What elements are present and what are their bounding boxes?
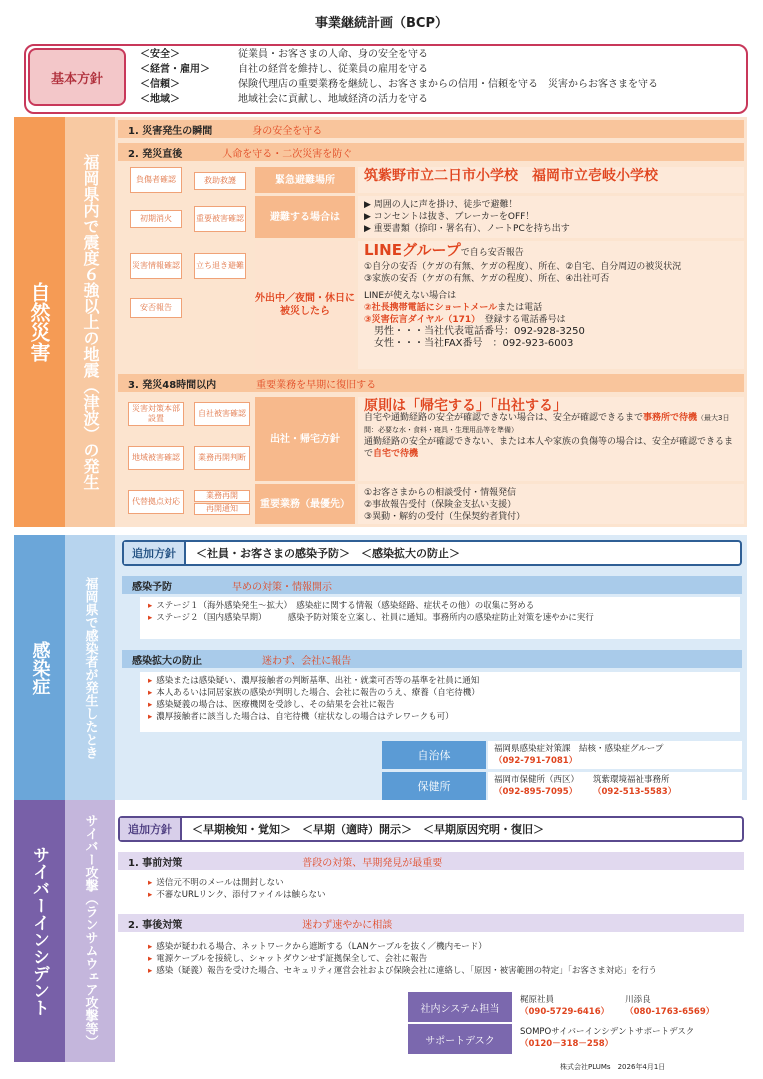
- flow-box: 自社被害確認: [194, 402, 250, 426]
- flow-box: 地域被害確認: [128, 446, 184, 470]
- policy-text: 自社の経営を維持し、従業員の雇用を守る: [238, 64, 428, 75]
- contact-value: SOMPOサイバーインシデントサポートデスク （0120－318－258）: [514, 1024, 742, 1054]
- step1-bar: [118, 120, 744, 138]
- contact-value: 福岡市保健所（西区） （092-895-7095） 筑紫環境福祉事務所 （092-513-5583）: [488, 772, 742, 800]
- step1-label: 1. 災害発生の瞬間: [128, 125, 213, 137]
- office-head: 原則は「帰宅する」「出社する」: [364, 398, 567, 414]
- step3-label: 3. 発災48時間以内: [128, 379, 217, 391]
- infection-condition: 福岡県で感染者が発生したとき: [65, 535, 115, 800]
- flow-box: 重要被害確認: [194, 206, 246, 232]
- contact-label: 保健所: [382, 772, 486, 800]
- cyber-s2-bar: 2. 事後対策 迷わず速やかに相談: [118, 914, 744, 932]
- step3-sub: 重要業務を早期に復旧する: [256, 379, 377, 391]
- prev-list: ▸ ステージ１（海外感染発生～拡大） 感染症に関する情報（感染経路、症状その他）の収集に努める ▸ ステージ２（国内感染早期） 感染予防対策を立案し、社員に通知。事務所内の感染症防止対策を速やかに実行: [140, 597, 740, 639]
- line-head: LINEグループ: [364, 241, 461, 259]
- evac-text: 筑紫野市立二日市小学校 福岡市立壱岐小学校: [364, 168, 658, 184]
- line-tail: で自ら安否報告: [460, 248, 524, 258]
- policy-key: ＜経営・雇用＞: [140, 64, 210, 75]
- cyber-condition: サイバー攻撃（ランサムウェア攻撃等）: [65, 800, 115, 1062]
- cyber-band: サイバーインシデント: [14, 800, 65, 1062]
- cyber-s2-list: ▸ 感染が疑われる場合、ネットワークから遮断する（LANケーブルを抜く／機内モード） ▸ 電源ケーブルを接続し、シャットダウンせず証拠保全して、会社に報告 ▸ 感染（疑義）報告を受けた場合、セキュリティ運営会社および保険会社に連絡し、「原因・被害範囲の特定」「お客さま対応」を行う: [140, 938, 740, 986]
- flow-box: 負傷者確認: [130, 167, 182, 193]
- flow-box: 安否報告: [130, 298, 182, 318]
- flow-box: 救助救護: [194, 172, 246, 190]
- phone2: 女性・・・当社FAX番号 ：092-923-6003: [374, 338, 574, 349]
- alt1-tail: または電話: [497, 303, 543, 313]
- flow-box: 再開通知: [194, 503, 250, 515]
- footer: 株式会社PLUMs 2026年4月1日: [560, 1063, 666, 1071]
- when-label: 避難する場合は: [255, 196, 355, 238]
- office-content: 原則は「帰宅する」「出社する」 自宅や通勤経路の安全が確認できない場合は、安全が確認できるまで事務所で待機（最大3日間：必要な水・食料・寝具・生理用品等を準備） 通勤経路の安全が確認できない、または本人や家族の負傷等の場合は、安全が確認できるまで自宅で待機: [358, 397, 744, 481]
- policy-key: ＜地域＞: [140, 94, 180, 105]
- cyber-s1-bar: 1. 事前対策 普段の対策、早期発見が最重要: [118, 852, 744, 870]
- office-label: 出社・帰宅方針: [255, 397, 355, 481]
- flow-box: 業務再開: [194, 490, 250, 502]
- step2-bar: [118, 143, 744, 161]
- evac-content: [358, 167, 744, 193]
- contact-label: 自治体: [382, 741, 486, 769]
- policy-label: 基本方針: [28, 48, 126, 106]
- spread-bar: 感染拡大の防止 迷わず、会社に報告: [122, 650, 742, 668]
- step2-label: 2. 発災直後: [128, 148, 183, 160]
- flow-box: 立ち退き避難: [194, 253, 246, 279]
- spread-list: ▸ 感染または感染疑い、濃厚接触者の判断基準、出社・就業可否等の基準を社員に通知 ▸ 本人あるいは同居家族の感染が判明した場合、会社に報告のうえ、療養（自宅待機） ▸ 感染疑義の場合は、医療機関を受診し、その結果を会社に報告 ▸ 濃厚接触者に該当した場合は、自宅待機（症状なしの場合はテレワークも可）: [140, 672, 740, 732]
- cyber-add-policy: 追加方針 ＜早期検知・覚知＞ ＜早期（適時）開示＞ ＜早期原因究明・復旧＞: [118, 816, 744, 842]
- natural-condition: 福岡県内で震度６強以上の地震（津波）の発生: [65, 117, 115, 527]
- away-content: [358, 241, 744, 369]
- when-content: [358, 196, 744, 238]
- evac-label: 緊急避難場所: [255, 167, 355, 193]
- biz-content: ①お客さまからの相談受付・情報発信 ②事故報告受付（保険金支払い支援） ③異動・解約の受付（生保契約者貸付）: [358, 484, 744, 524]
- flow-box: 災害対策本部設置: [128, 402, 184, 426]
- line-item: ①自分の安否（ケガの有無、ケガの程度）、所在、②自宅、自分周辺の被災状況: [364, 262, 682, 272]
- cyber-s1-list: ▸ 送信元不明のメールは開封しない ▸ 不審なURLリンク、添付ファイルは触らない: [140, 874, 740, 904]
- flow-box: 業務再開判断: [194, 446, 250, 470]
- contact-label: 社内システム担当: [408, 992, 512, 1022]
- policy-rows: [140, 47, 740, 107]
- infection-band: 感染症: [14, 535, 65, 800]
- phone1: 男性・・・当社代表電話番号：092-928-3250: [374, 326, 585, 337]
- policy-text: 地域社会に貢献し、地域経済の活力を守る: [238, 94, 428, 105]
- contact-value: 福岡県感染症対策課 結核・感染症グループ （092-791-7081）: [488, 741, 742, 769]
- step2-sub: 人命を守る・二次災害を防ぐ: [222, 148, 353, 160]
- when-item: ▶ コンセントは抜き、ブレーカーをOFF！: [364, 212, 535, 222]
- flow-box: 災害情報確認: [130, 253, 182, 279]
- when-item: ▶ 周囲の人に声を掛け、徒歩で避難！: [364, 200, 518, 210]
- alt2-tail: 登録する電話番号は: [484, 315, 566, 325]
- infection-add-policy: 追加方針 ＜社員・お客さまの感染予防＞ ＜感染拡大の防止＞: [122, 540, 742, 566]
- policy-text: 保険代理店の重要業務を継続し、お客さまからの信用・信頼を守る 災害からお客さまを守る: [238, 79, 658, 90]
- prev-bar: 感染予防 早めの対策・情報開示: [122, 576, 742, 594]
- policy-key: ＜信頼＞: [140, 79, 180, 90]
- flow-box: 初期消火: [130, 210, 182, 228]
- line-item: ③家族の安否（ケガの有無、ケガの程度）、所在、④出社可否: [364, 274, 610, 284]
- flow-box: 代替拠点対応: [128, 490, 184, 514]
- natural-band: 自然災害: [14, 117, 65, 527]
- policy-key: ＜安全＞: [140, 49, 180, 60]
- page-title: 事業継続計画（BCP）: [315, 16, 448, 31]
- alt1: ②社長携帯電話にショートメール: [364, 303, 498, 313]
- alt-head: LINEが使えない場合は: [364, 291, 457, 301]
- step3-bar: [118, 374, 744, 392]
- contact-value: 梶原社員 （090-5729-6416） 川添良 （080-1763-6569）: [514, 992, 742, 1022]
- alt2: ③災害伝言ダイヤル（171）: [364, 315, 476, 325]
- when-item: ▶ 重要書類（捺印・署名有）、ノートPCを持ち出す: [364, 224, 570, 234]
- step1-sub: 身の安全を守る: [252, 125, 323, 137]
- contact-label: サポートデスク: [408, 1024, 512, 1054]
- policy-text: 従業員・お客さまの人命、身の安全を守る: [238, 49, 428, 60]
- away-label: 外出中／夜間・休日に被災したら: [255, 241, 355, 369]
- biz-label: 重要業務（最優先）: [255, 484, 355, 524]
